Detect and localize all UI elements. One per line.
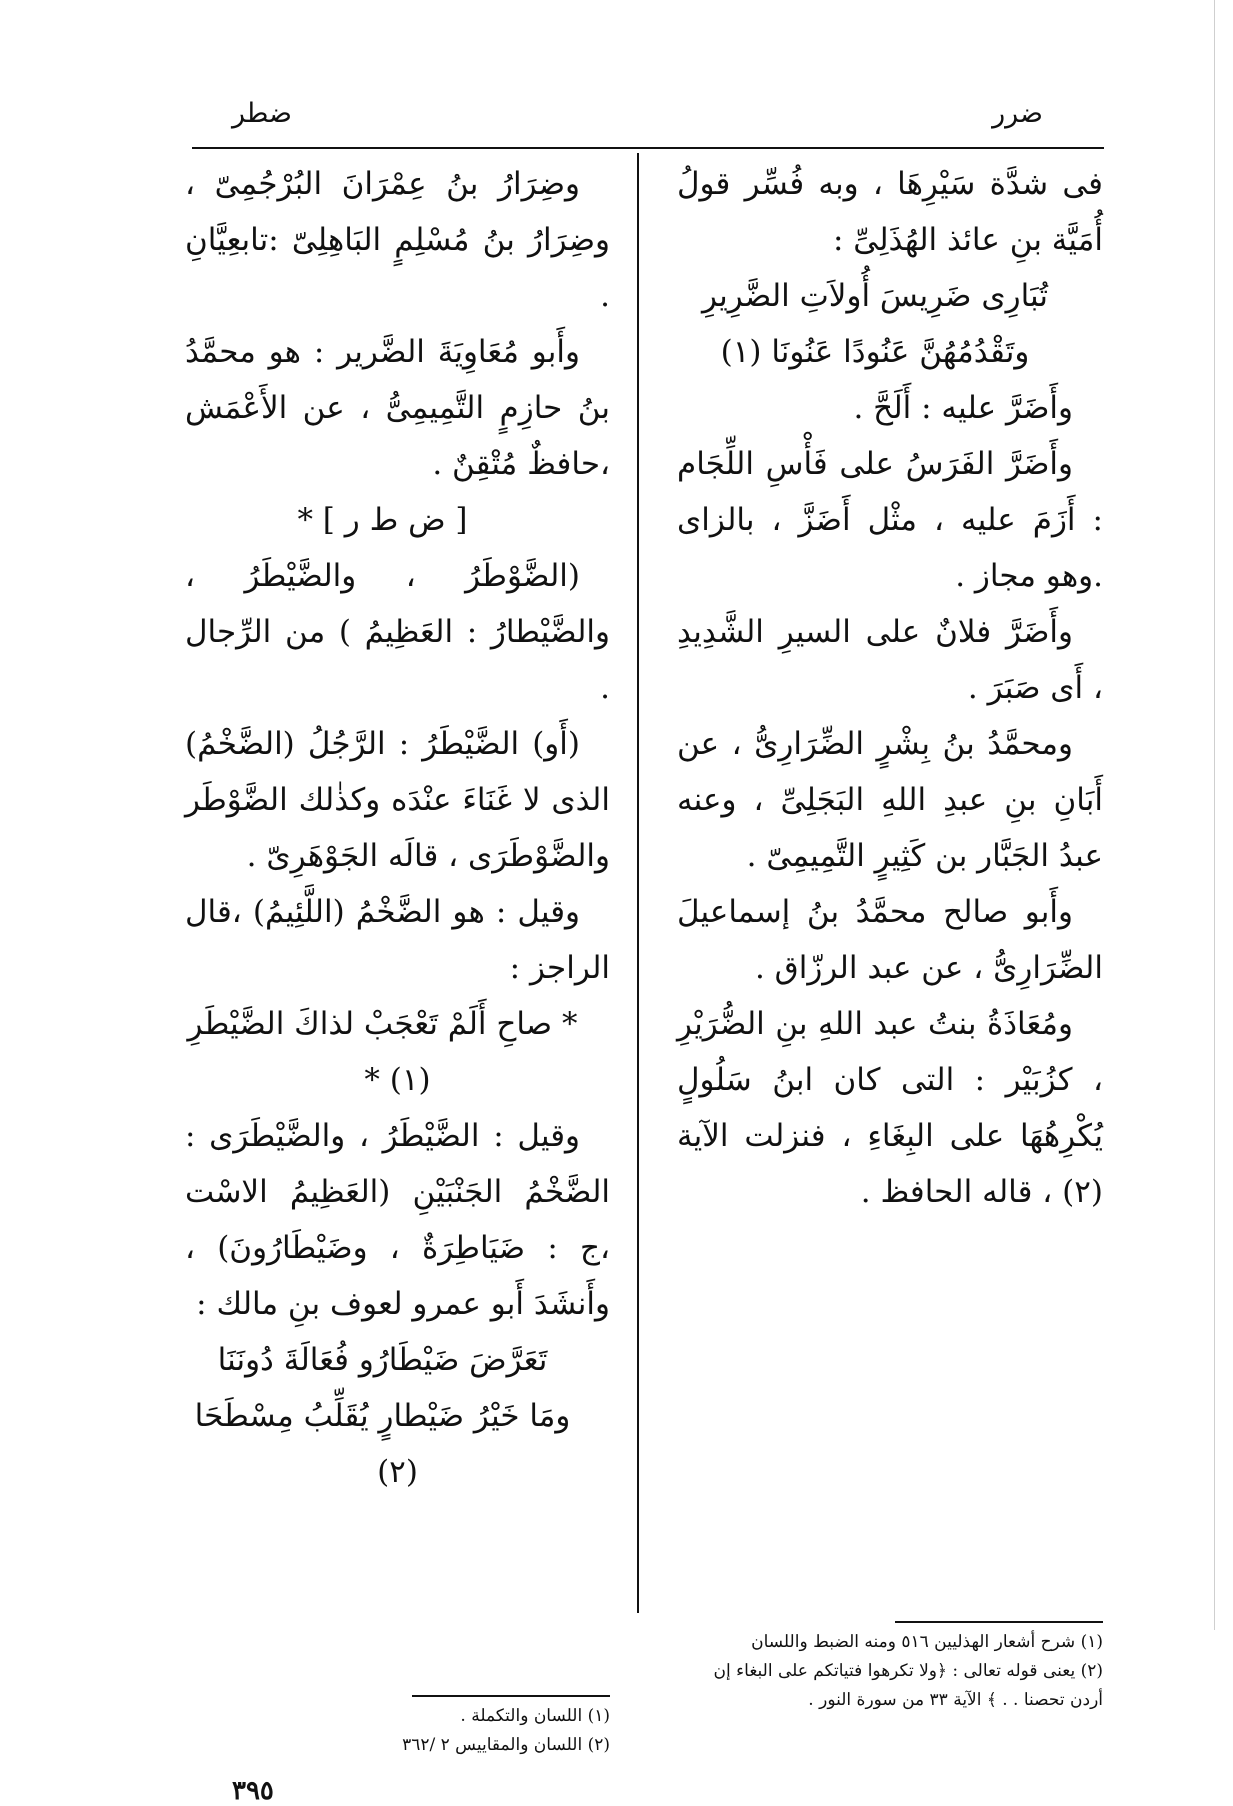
paragraph: وأَضَرَّ الفَرَسُ على فَأْسِ اللِّجَام : أَزَمَ عليه ، مثْل أَضَزَّ ، بالزاى .وهو مجاز . [677, 446, 1103, 594]
column-divider [637, 153, 639, 1613]
footnote: (٢) يعنى قوله تعالى : ﴿ولا تكرهوا فتياتكم على البغاء إن أردن تحصنا . . ﴾ الآية ٣٣ من سورة النور . [713, 1661, 1103, 1710]
paragraph: وأَضَرَّ فلانٌ على السيرِ الشَّدِيدِ ، أَى صَبَرَ . [677, 614, 1103, 706]
footnote: (١) شرح أشعار الهذليين ٥١٦ ومنه الضبط واللسان [751, 1632, 1103, 1652]
verse-line: تَعَرَّضَ ضَيْطَارُو فُعَالَةَ دُونَنَا [217, 1342, 548, 1378]
header-rule [192, 147, 1104, 149]
verse-line: ومَا خَيْرُ ضَيْطارٍ يُقَلِّبُ مِسْطَحَا (٢) [194, 1398, 571, 1490]
running-head-right: ضرر [992, 98, 1043, 129]
footnote: (٢) اللسان والمقاييس ٢ /٣٦٢ [402, 1735, 610, 1755]
entry-heading: [ ض ط ر ] * [297, 502, 468, 538]
paragraph: (أَو) الضَّيْطَرُ : الرَّجُلُ (الضَّخْمُ) الذى لا غَنَاءَ عنْدَه وكذٰلك الضَّوْطَر والضَّوْطَرَى ، قالَه الجَوْهَرِىّ . [185, 726, 610, 874]
scan-edge-line [1214, 0, 1215, 1630]
paragraph: وقيل : الضَّيْطَرُ ، والضَّيْطَرَى : الضَّخْمُ الجَنْبَيْنِ (العَظِيمُ الاسْت ،ج : ضَيَاطِرَةٌ ، وضَيْطَارُونَ) ، وأَنشَدَ أَبو عمرو لعوف بنِ مالك : [185, 1118, 610, 1322]
verse-line: * صاحِ أَلَمْ تَعْجَبْ لذاكَ الضَّيْطَرِ (١) * [187, 1006, 578, 1098]
paragraph: ومحمَّدُ بنُ بِشْرٍ الضِّرَارِىُّ ، عن أَبَانِ بنِ عبدِ اللهِ البَجَلِىِّ ، وعنه عبدُ الجَبَّار بن كَثِيرٍ التَّمِيمِىّ . [677, 726, 1103, 874]
paragraph: وأَبو مُعَاوِيَةَ الضَّرير : هو محمَّدُ بنُ حازِمٍ التَّمِيمِىُّ ، عن الأَعْمَش ،حافظٌ مُتْقِنٌ . [185, 334, 610, 482]
paragraph: فى شدَّة سَيْرِهَا ، وبه فُسِّر قولُ أُمَيَّة بنِ عائذ الهُذَلِىِّ : [677, 166, 1103, 258]
paragraph: ومُعَاذَةُ بنتُ عبد اللهِ بنِ الضُّرَيْرِ ، كزُبَيْر : التى كان ابنُ سَلُولٍ يُكْرِهُهَا على البِغَاءِ ، فنزلت الآية (٢) ، قاله الحافظ . [677, 1006, 1103, 1210]
verse-line: تُبَارِى ضَرِيسَ أُولاَتِ الضَّرِيرِ [701, 278, 1049, 314]
paragraph: وأَبو صالح محمَّدُ بنُ إسماعيلَ الضِّرَارِىُّ ، عن عبد الرزّاق . [677, 894, 1103, 986]
paragraph: وأَضَرَّ عليه : أَلَحَّ . [853, 390, 1073, 426]
paragraph: وقيل : هو الضَّخْمُ (اللَّئِيمُ) ،قال الراجز : [185, 894, 610, 986]
right-column [677, 156, 1103, 1220]
paragraph: وضِرَارُ بنُ عِمْرَانَ البُرْجُمِىّ ، وضِرَارُ بنُ مُسْلِمٍ البَاهِلِىّ :تابعِيَّانِ . [185, 166, 610, 314]
paragraph: (الضَّوْطَرُ ، والضَّيْطَرُ ، والضَّيْطارُ : العَظِيمُ ) من الرِّجال . [185, 558, 610, 706]
footnotes-left [310, 1702, 610, 1760]
footnote-rule-left [412, 1695, 610, 1697]
page-number: ٣٩٥ [232, 1776, 274, 1806]
verse-line: وتَقْدُمُهُنَّ عَنُودًا عَنُونَا (١) [720, 334, 1030, 370]
footnote-rule-right [895, 1621, 1103, 1623]
footnote: (١) اللسان والتكملة . [460, 1706, 610, 1726]
running-head-left: ضطر [232, 98, 292, 129]
left-column [185, 156, 610, 1500]
footnotes-right [677, 1628, 1103, 1715]
